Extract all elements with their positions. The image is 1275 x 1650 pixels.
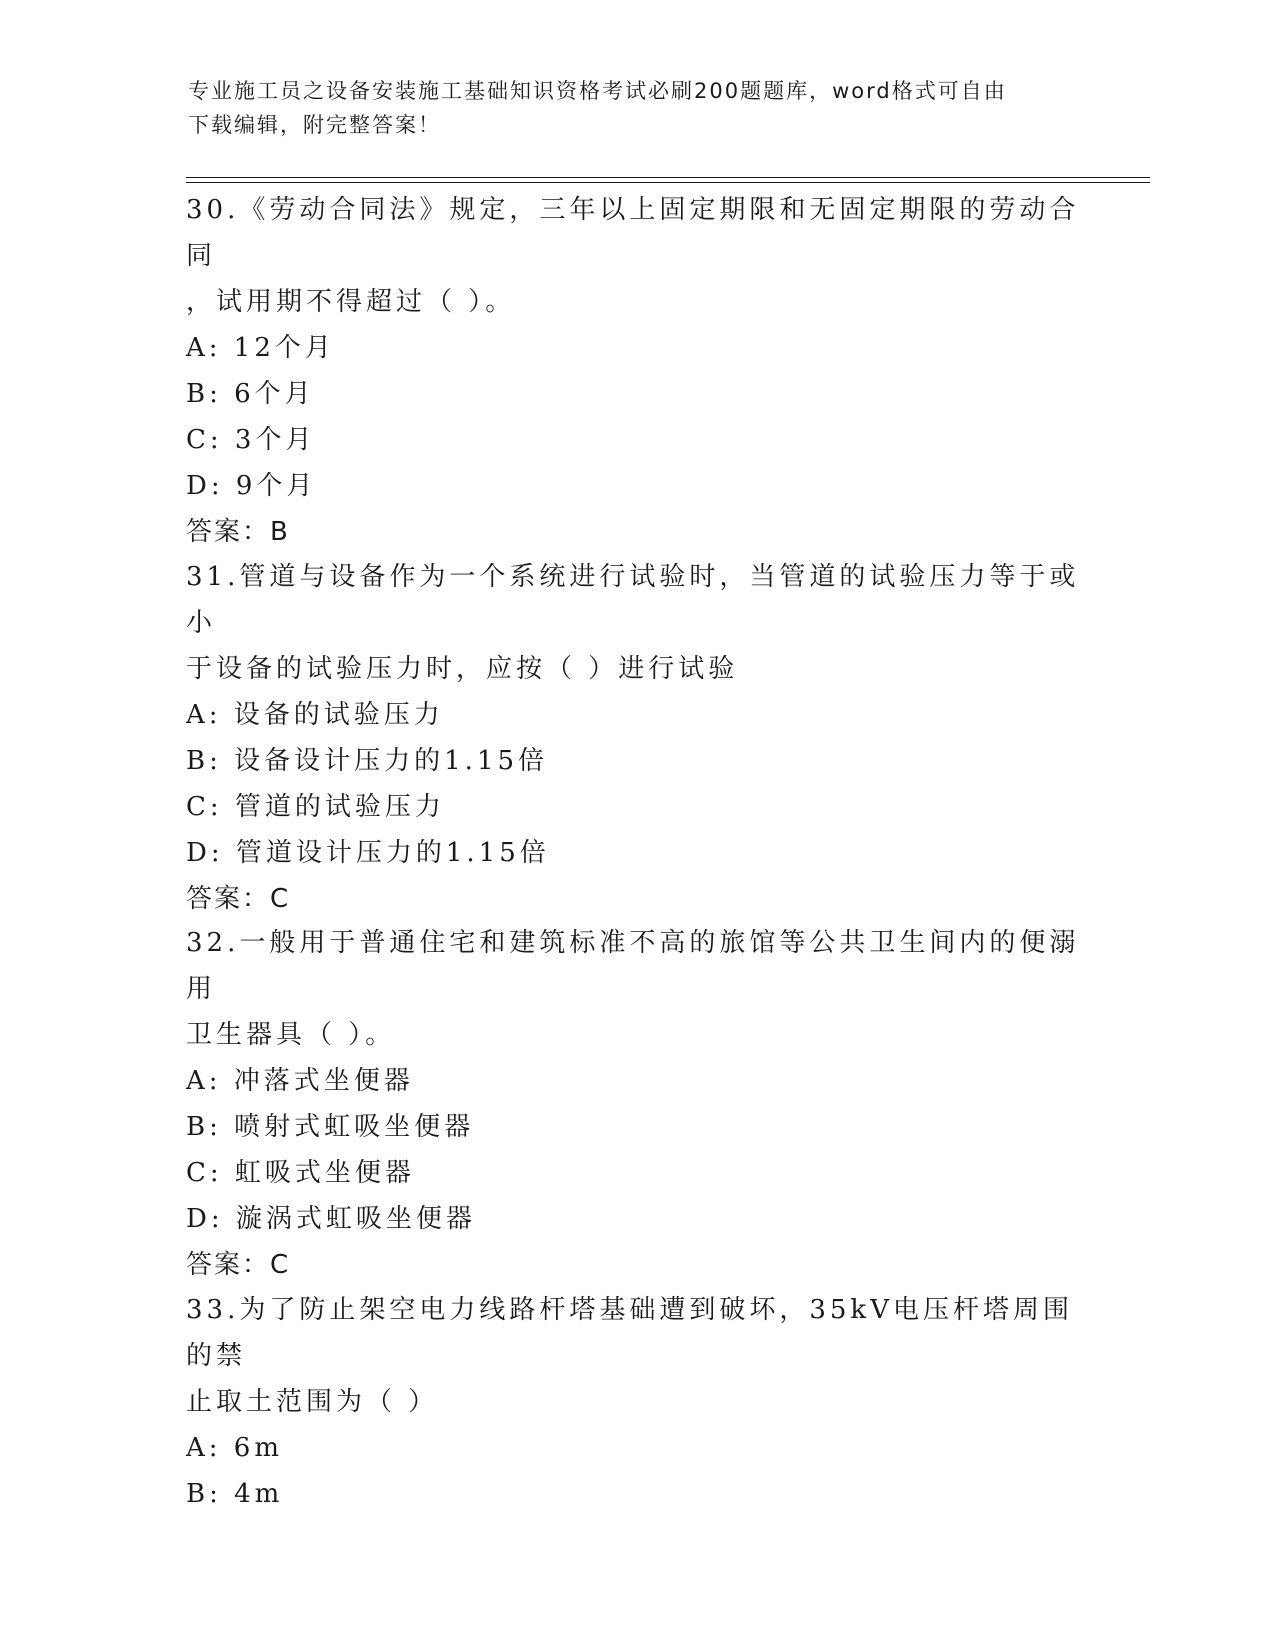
option-c: C: 虹吸式坐便器 bbox=[186, 1158, 415, 1188]
option-d: D: 管道设计压力的1.15倍 bbox=[186, 838, 550, 868]
document-header bbox=[188, 74, 1088, 142]
question-stem-line-1: 33.为了防止架空电力线路杆塔基础遭到破坏，35kV电压杆塔周围的禁 bbox=[186, 1295, 1073, 1371]
option-d: D: 漩涡式虹吸坐便器 bbox=[186, 1204, 476, 1234]
header-divider-bottom bbox=[186, 182, 1150, 183]
question-30 bbox=[186, 187, 1086, 555]
header-line-1: 专业施工员之设备安装施工基础知识资格考试必刷200题题库，word格式可自由 bbox=[188, 79, 1007, 103]
question-31 bbox=[186, 554, 1086, 922]
option-b: B: 喷射式虹吸坐便器 bbox=[186, 1112, 475, 1142]
question-stem-line-1: 30.《劳动合同法》规定，三年以上固定期限和无固定期限的劳动合同 bbox=[186, 195, 1080, 271]
option-c: C: 3个月 bbox=[186, 425, 316, 455]
answer: 答案：B bbox=[186, 517, 290, 547]
header-line-2: 下载编辑，附完整答案！ bbox=[188, 113, 441, 137]
question-32 bbox=[186, 920, 1086, 1288]
option-b: B: 4m bbox=[186, 1479, 284, 1509]
question-stem-line-2: 止取土范围为（ ） bbox=[186, 1387, 439, 1417]
answer: 答案：C bbox=[186, 884, 291, 914]
question-stem-line-2: ，试用期不得超过（ ）。 bbox=[186, 287, 516, 317]
option-b: B: 6个月 bbox=[186, 379, 315, 409]
option-d: D: 9个月 bbox=[186, 471, 317, 501]
header-divider-top bbox=[186, 177, 1150, 178]
question-33 bbox=[186, 1287, 1086, 1517]
question-stem-line-1: 32.一般用于普通住宅和建筑标准不高的旅馆等公共卫生间内的便溺用 bbox=[186, 928, 1080, 1004]
option-c: C: 管道的试验压力 bbox=[186, 792, 445, 822]
question-stem-line-2: 卫生器具（ ）。 bbox=[186, 1020, 396, 1050]
question-stem-line-2: 于设备的试验压力时，应按（ ）进行试验 bbox=[186, 654, 739, 684]
question-stem-line-1: 31.管道与设备作为一个系统进行试验时，当管道的试验压力等于或小 bbox=[186, 562, 1080, 638]
option-a: A: 6m bbox=[186, 1433, 283, 1463]
option-a: A: 12个月 bbox=[186, 333, 335, 363]
option-a: A: 冲落式坐便器 bbox=[186, 1066, 414, 1096]
option-a: A: 设备的试验压力 bbox=[186, 700, 444, 730]
answer: 答案：C bbox=[186, 1250, 291, 1280]
option-b: B: 设备设计压力的1.15倍 bbox=[186, 746, 549, 776]
